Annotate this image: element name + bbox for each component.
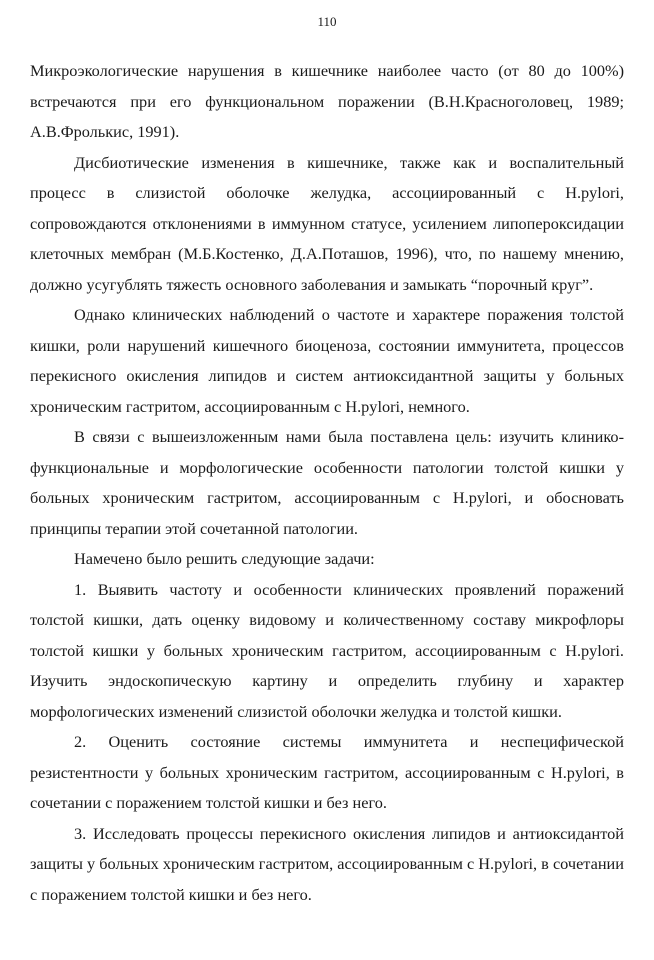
page-number: 110: [317, 14, 337, 29]
paragraph-observations: Однако клинических наблюдений о частоте и характере поражения толстой кишки, роли нарушений кишечного биоценоза, состоянии иммунитета, процессов перекисного окисления липидов и систем антиоксидантной защиты у больных хроническим гастритом, ассоциированным с H.pylori, немного.: [30, 305, 624, 416]
paragraph-goal: В связи с вышеизложенным нами была поставлена цель: изучить клинико-функциональные и морфологические особенности патологии толстой кишки у больных хроническим гастритом, ассоциированным с H.pylori, и обосновать принципы терапии этой сочетанной патологии.: [30, 427, 624, 538]
paragraph-dysbiosis: Дисбиотические изменения в кишечнике, также как и воспалительный процесс в слизистой оболочке желудка, ассоциированный с H.pylori, сопровождаются отклонениями в иммунном статусе, усилением липопероксидации клеточных мембран (М.Б.Костенко, Д.А.Поташов, 1996), что, по нашему мнению, должно усугублять тяжесть основного заболевания и замыкать “порочный круг”.: [30, 152, 624, 294]
task-item-3: 3. Исследовать процессы перекисного окисления липидов и антиоксидантой защиты у больных хроническим гастритом, ассоциированным с H.pylori, в сочетании с поражением толстой кишки и без него.: [30, 823, 624, 904]
task-item-2: 2. Оценить состояние системы иммунитета и неспецифической резистентности у больных хроническим гастритом, ассоциированным с H.pylori, в сочетании с поражением толстой кишки и без него.: [30, 732, 624, 812]
task-item-1: 1. Выявить частоту и особенности клинических проявлений поражений толстой кишки, дать оценку видовому и количественному составу микрофлоры толстой кишки у больных хроническим гастритом, ассоциированным с H.pylori. Изучить эндоскопическую картину и определить глубину и характер морфологических изменений слизистой оболочки желудка и толстой кишки.: [30, 579, 624, 721]
paragraph-intro: Микроэкологические нарушения в кишечнике наиболее часто (от 80 до 100%) встречаются при его функциональном поражении (В.Н.Красноголовец, 1989; А.В.Фролькис, 1991).: [30, 61, 624, 141]
paragraph-tasks-intro: Намечено было решить следующие задачи:: [74, 549, 375, 568]
body-text: [30, 56, 624, 910]
